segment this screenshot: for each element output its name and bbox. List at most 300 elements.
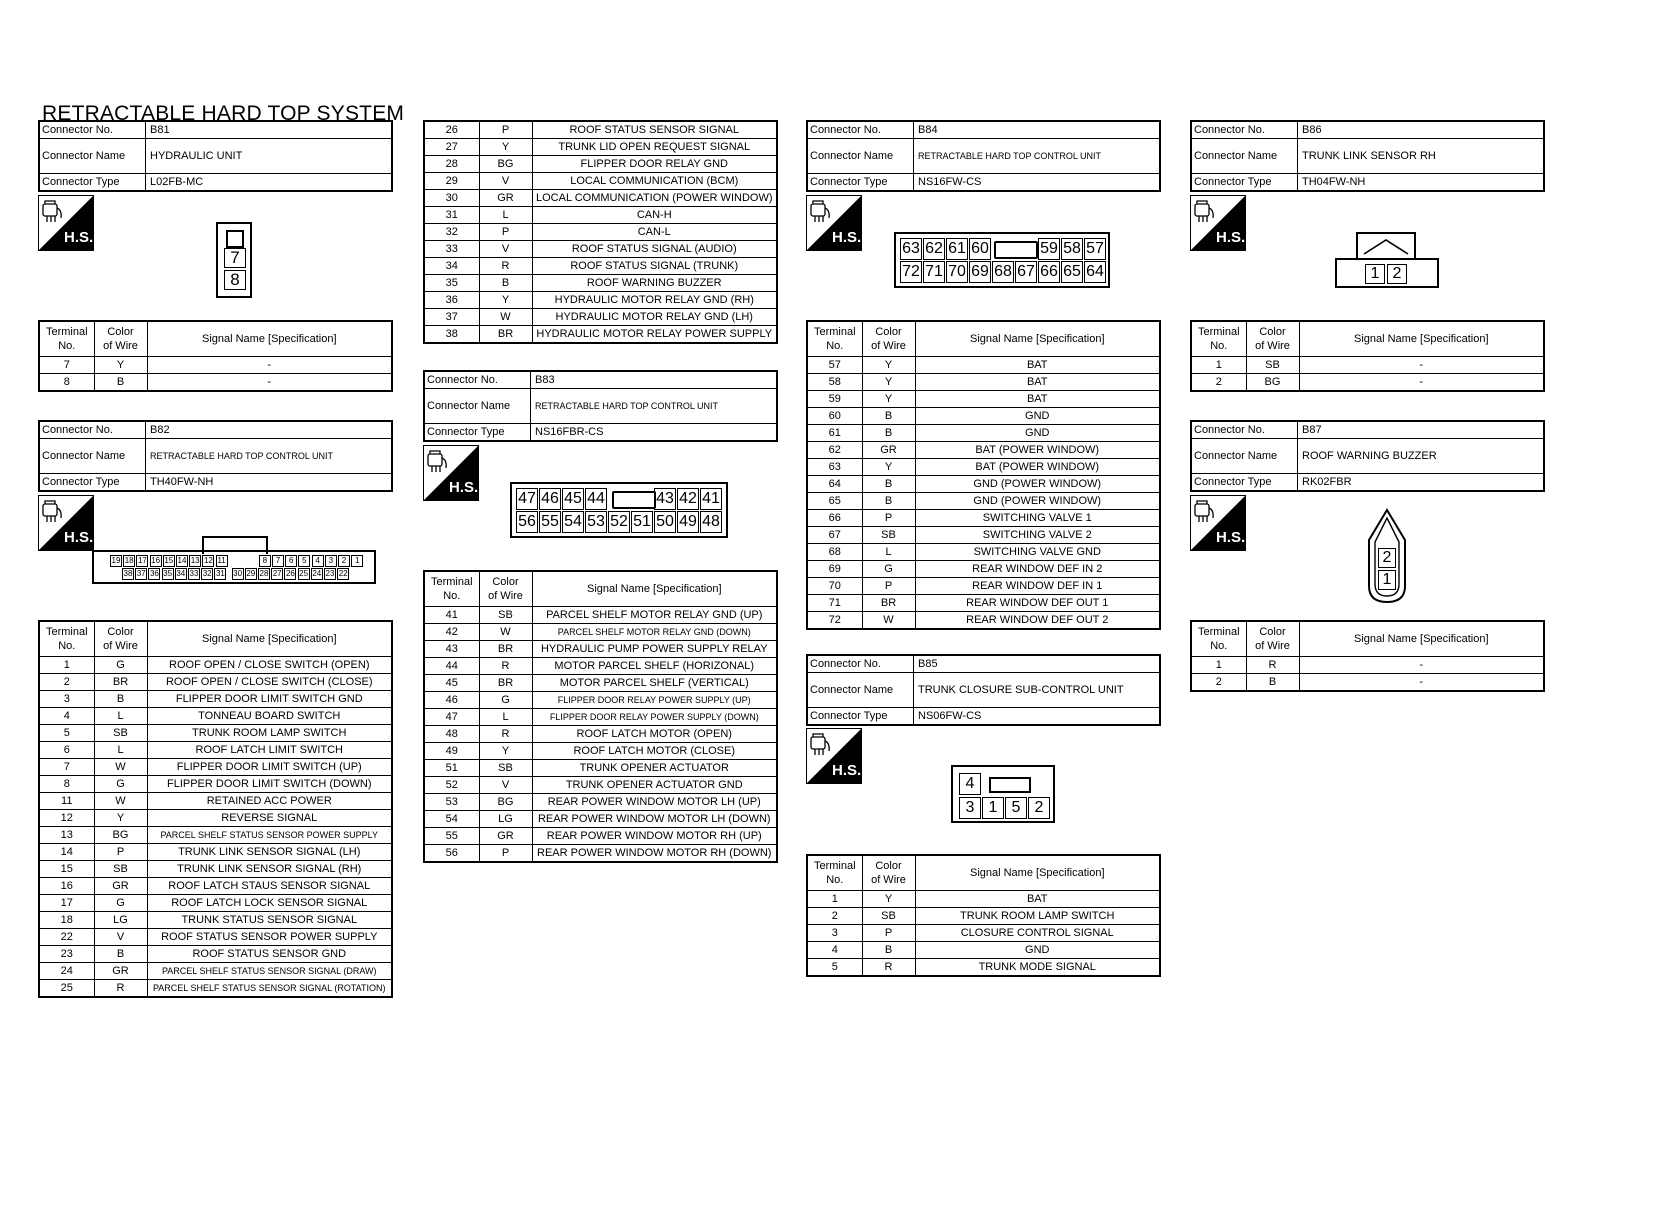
table-row — [807, 442, 1160, 459]
terminal-no: 35 — [424, 275, 479, 292]
wire-color: G — [94, 776, 147, 793]
color-header-line1: Color — [875, 326, 902, 338]
signal-name: ROOF STATUS SIGNAL (AUDIO) — [532, 241, 777, 258]
table-row — [424, 777, 777, 794]
wire-color: R — [862, 959, 915, 977]
connector-pin: 2 — [1387, 264, 1407, 284]
signal-name: ROOF OPEN / CLOSE SWITCH (CLOSE) — [147, 674, 392, 691]
wire-color-header — [94, 621, 147, 657]
table-row — [39, 374, 392, 392]
connector-pin: 30 — [233, 569, 243, 578]
connector-pin: 6 — [285, 555, 297, 567]
connector-name-label: Connector Name — [39, 139, 146, 174]
signal-name: FLIPPER DOOR LIMIT SWITCH (DOWN) — [147, 776, 392, 793]
table-row — [39, 929, 392, 946]
terminal-no: 4 — [807, 942, 862, 959]
table-row — [424, 811, 777, 828]
signal-name: TRUNK LINK SENSOR SIGNAL (LH) — [147, 844, 392, 861]
b85-connector-name: TRUNK CLOSURE SUB-CONTROL UNIT — [914, 673, 1161, 708]
terminal-no: 17 — [39, 895, 94, 912]
wire-color: GR — [862, 442, 915, 459]
terminal-no: 38 — [424, 326, 479, 344]
signal-name: FLIPPER DOOR RELAY POWER SUPPLY (UP) — [532, 692, 777, 709]
signal-name: GND — [915, 942, 1160, 959]
wire-color: BR — [479, 675, 532, 692]
wire-color: W — [862, 612, 915, 630]
b85-connector-no: B85 — [914, 655, 1161, 673]
signal-name: TRUNK ROOM LAMP SWITCH — [147, 725, 392, 742]
signal-name: BAT — [915, 374, 1160, 391]
signal-name: REAR WINDOW DEF OUT 2 — [915, 612, 1160, 630]
wire-color: R — [1246, 657, 1299, 674]
table-row — [1191, 674, 1544, 692]
b85-connector-info — [806, 654, 1161, 726]
table-row — [424, 658, 777, 675]
table-row — [1191, 374, 1544, 392]
wire-color: BG — [94, 827, 147, 844]
b87-connector-info — [1190, 420, 1545, 492]
wire-color: Y — [862, 374, 915, 391]
table-row — [424, 190, 777, 207]
connector-pin: 24 — [312, 569, 322, 578]
connector-pin: 12 — [203, 556, 213, 565]
terminal-no: 62 — [807, 442, 862, 459]
connector-pin: 32 — [202, 569, 212, 578]
table-row — [807, 925, 1160, 942]
color-header-line1: Color — [1259, 326, 1286, 338]
terminal-no: 5 — [39, 725, 94, 742]
wire-color: L — [94, 742, 147, 759]
color-header-line1: Color — [1259, 626, 1286, 638]
table-row — [807, 408, 1160, 425]
connector-pin: 7 — [272, 555, 284, 567]
wire-color: V — [479, 173, 532, 190]
table-row — [424, 156, 777, 173]
connector-name-label: Connector Name — [807, 139, 914, 174]
signal-name: REAR POWER WINDOW MOTOR LH (DOWN) — [532, 811, 777, 828]
table-row — [39, 895, 392, 912]
signal-name: - — [1299, 657, 1544, 674]
signal-name: FLIPPER DOOR LIMIT SWITCH (UP) — [147, 759, 392, 776]
signal-name: REAR WINDOW DEF IN 2 — [915, 561, 1160, 578]
b86-connector-info — [1190, 120, 1545, 192]
connector-name-label: Connector Name — [424, 389, 531, 424]
connector-type-label: Connector Type — [424, 424, 531, 442]
connector-pin: 69 — [969, 261, 991, 283]
terminal-no: 3 — [807, 925, 862, 942]
terminal-no: 51 — [424, 760, 479, 777]
terminal-no: 5 — [807, 959, 862, 977]
connector-pin: 1 — [982, 797, 1004, 819]
hs-label: H.S. — [64, 229, 94, 246]
table-row — [1191, 357, 1544, 374]
wire-color: BR — [862, 595, 915, 612]
connector-pin: 64 — [1084, 261, 1106, 283]
wire-color: Y — [94, 357, 147, 374]
terminal-no: 12 — [39, 810, 94, 827]
table-row — [807, 942, 1160, 959]
terminal-no: 14 — [39, 844, 94, 861]
connector-pin: 35 — [163, 569, 173, 578]
wire-color: Y — [862, 891, 915, 908]
connector-pin: 19 — [111, 556, 121, 565]
connector-pin: 46 — [539, 488, 561, 510]
wire-color: G — [862, 561, 915, 578]
connector-pin: 2 — [1378, 548, 1396, 568]
b82-connector-no: B82 — [146, 421, 393, 439]
lock-slot — [612, 491, 656, 509]
connector-pin: 43 — [654, 488, 676, 510]
table-row — [424, 607, 777, 624]
color-header-line2: of Wire — [1255, 640, 1290, 652]
signal-name: REVERSE SIGNAL — [147, 810, 392, 827]
connector-pin: 4 — [312, 555, 324, 567]
table-row — [807, 425, 1160, 442]
terminal-no: 56 — [424, 845, 479, 863]
b87-terminal-table — [1190, 620, 1545, 692]
table-row — [807, 578, 1160, 595]
wire-color: W — [94, 759, 147, 776]
wire-color: Y — [479, 139, 532, 156]
wire-color: B — [862, 408, 915, 425]
terminal-header-line2: No. — [1210, 640, 1228, 652]
table-row — [424, 224, 777, 241]
signal-name: HYDRAULIC MOTOR RELAY GND (RH) — [532, 292, 777, 309]
wire-color: B — [862, 476, 915, 493]
table-row — [424, 207, 777, 224]
wire-color: GR — [479, 828, 532, 845]
signal-name: TRUNK STATUS SENSOR SIGNAL — [147, 912, 392, 929]
table-row — [424, 258, 777, 275]
signal-name: ROOF LATCH LOCK SENSOR SIGNAL — [147, 895, 392, 912]
signal-name: FLIPPER DOOR RELAY POWER SUPPLY (DOWN) — [532, 709, 777, 726]
page-title: RETRACTABLE HARD TOP SYSTEM — [42, 102, 405, 125]
terminal-no: 63 — [807, 459, 862, 476]
terminal-no: 52 — [424, 777, 479, 794]
table-row — [807, 612, 1160, 630]
wire-color: SB — [94, 861, 147, 878]
b86-connector-face — [1335, 258, 1439, 288]
connector-pin: 5 — [298, 555, 310, 567]
terminal-no: 32 — [424, 224, 479, 241]
signal-name: PARCEL SHELF STATUS SENSOR SIGNAL (ROTATION) — [147, 980, 392, 998]
color-header-line1: Color — [875, 860, 902, 872]
connector-pin: 42 — [677, 488, 699, 510]
b83-terminal-table — [423, 570, 778, 863]
connector-pin: 70 — [946, 261, 968, 283]
terminal-no: 69 — [807, 561, 862, 578]
table-row — [39, 963, 392, 980]
signal-name: REAR POWER WINDOW MOTOR LH (UP) — [532, 794, 777, 811]
table-row — [424, 726, 777, 743]
signal-name: - — [147, 374, 392, 392]
terminal-no: 49 — [424, 743, 479, 760]
terminal-no: 2 — [1191, 674, 1246, 692]
b83-connector-no: B83 — [531, 371, 778, 389]
wire-color: P — [862, 578, 915, 595]
connector-pin: 17 — [137, 556, 147, 565]
connector-no-label: Connector No. — [1191, 421, 1298, 439]
terminal-no: 16 — [39, 878, 94, 895]
terminal-no: 24 — [39, 963, 94, 980]
wire-color: BG — [479, 794, 532, 811]
wire-color: L — [862, 544, 915, 561]
connector-pin: 28 — [259, 569, 269, 578]
table-row — [424, 641, 777, 658]
connector-pin: 1 — [1378, 570, 1396, 590]
terminal-no: 29 — [424, 173, 479, 190]
terminal-no: 1 — [1191, 657, 1246, 674]
connector-pin: 59 — [1038, 238, 1060, 260]
signal-name: ROOF LATCH MOTOR (OPEN) — [532, 726, 777, 743]
terminal-no: 31 — [424, 207, 479, 224]
table-row — [807, 908, 1160, 925]
b81-connector-name: HYDRAULIC UNIT — [146, 139, 393, 174]
b87-connector-no: B87 — [1298, 421, 1545, 439]
signal-name: LOCAL COMMUNICATION (BCM) — [532, 173, 777, 190]
signal-name: ROOF STATUS SENSOR GND — [147, 946, 392, 963]
connector-pin: 38 — [123, 569, 133, 578]
terminal-no: 42 — [424, 624, 479, 641]
connector-pin: 27 — [272, 569, 282, 578]
table-row — [39, 980, 392, 998]
terminal-no-header — [807, 855, 862, 891]
table-row — [39, 657, 392, 674]
wire-color: SB — [862, 527, 915, 544]
signal-name: HYDRAULIC PUMP POWER SUPPLY RELAY — [532, 641, 777, 658]
connector-pin: 15 — [164, 556, 174, 565]
signal-name: SWITCHING VALVE 1 — [915, 510, 1160, 527]
b86-connector-name: TRUNK LINK SENSOR RH — [1298, 139, 1545, 174]
terminal-header-line1: Terminal — [45, 626, 88, 638]
connector-pin: 49 — [677, 511, 699, 533]
signal-name: SWITCHING VALVE 2 — [915, 527, 1160, 544]
table-row — [39, 708, 392, 725]
signal-name: TRUNK OPENER ACTUATOR GND — [532, 777, 777, 794]
table-row — [807, 561, 1160, 578]
connector-pin: 47 — [516, 488, 538, 510]
wire-color: B — [94, 691, 147, 708]
hs-label: H.S. — [449, 479, 479, 496]
b81-connector-info — [38, 120, 393, 192]
b83-connector-name: RETRACTABLE HARD TOP CONTROL UNIT — [531, 389, 778, 424]
wire-color-header — [862, 855, 915, 891]
b84-connector-no: B84 — [914, 121, 1161, 139]
table-row — [424, 241, 777, 258]
wire-color: R — [479, 658, 532, 675]
wire-color: Y — [94, 810, 147, 827]
terminal-no: 34 — [424, 258, 479, 275]
wire-color: Y — [862, 391, 915, 408]
b81-terminal-table — [38, 320, 393, 392]
connector-name-label: Connector Name — [1191, 139, 1298, 174]
wire-color: GR — [94, 963, 147, 980]
b83-connector-info — [423, 370, 778, 442]
signal-name: TONNEAU BOARD SWITCH — [147, 708, 392, 725]
terminal-no: 68 — [807, 544, 862, 561]
terminal-no: 11 — [39, 793, 94, 810]
connector-type-label: Connector Type — [39, 174, 146, 192]
signal-name-header: Signal Name [Specification] — [532, 571, 777, 607]
wire-color: BG — [1246, 374, 1299, 392]
table-row — [424, 675, 777, 692]
terminal-no: 60 — [807, 408, 862, 425]
wire-color: G — [94, 895, 147, 912]
terminal-no: 67 — [807, 527, 862, 544]
color-header-line2: of Wire — [488, 590, 523, 602]
wire-color: GR — [94, 878, 147, 895]
connector-type-label: Connector Type — [39, 474, 146, 492]
table-row — [424, 845, 777, 863]
table-row — [424, 121, 777, 139]
connector-pin: 8 — [259, 555, 271, 567]
signal-name: PARCEL SHELF STATUS SENSOR POWER SUPPLY — [147, 827, 392, 844]
wire-color: B — [94, 946, 147, 963]
table-row — [39, 810, 392, 827]
b85-terminal-table — [806, 854, 1161, 977]
table-row — [807, 527, 1160, 544]
wire-color: G — [479, 692, 532, 709]
connector-pin: 33 — [189, 569, 199, 578]
terminal-no: 37 — [424, 309, 479, 326]
wire-color-header — [862, 321, 915, 357]
signal-name: REAR POWER WINDOW MOTOR RH (DOWN) — [532, 845, 777, 863]
key-chevron-icon — [1356, 236, 1416, 256]
wire-color-header — [1246, 621, 1299, 657]
connector-pin: 63 — [900, 238, 922, 260]
table-row — [424, 828, 777, 845]
lock-tab — [226, 230, 244, 248]
terminal-no: 48 — [424, 726, 479, 743]
connector-pin: 55 — [539, 511, 561, 533]
b85-connector-face — [951, 765, 1055, 823]
connector-pin: 14 — [177, 556, 187, 565]
wire-color: LG — [479, 811, 532, 828]
b84-connector-face — [894, 232, 1110, 288]
b84-connector-type: NS16FW-CS — [914, 174, 1161, 192]
terminal-no: 22 — [39, 929, 94, 946]
connector-pin: 5 — [1005, 797, 1027, 819]
table-row — [424, 309, 777, 326]
signal-name: ROOF WARNING BUZZER — [532, 275, 777, 292]
wire-color: SB — [862, 908, 915, 925]
terminal-no: 18 — [39, 912, 94, 929]
terminal-no-header — [1191, 321, 1246, 357]
wire-color: BR — [94, 674, 147, 691]
wire-color: L — [479, 709, 532, 726]
terminal-no: 46 — [424, 692, 479, 709]
connector-no-label: Connector No. — [424, 371, 531, 389]
table-row — [807, 510, 1160, 527]
table-row — [39, 674, 392, 691]
terminal-no: 4 — [39, 708, 94, 725]
connector-pin: 66 — [1038, 261, 1060, 283]
wire-color: Y — [862, 357, 915, 374]
table-row — [424, 743, 777, 760]
wire-color: R — [94, 980, 147, 998]
table-row — [39, 725, 392, 742]
signal-name: ROOF STATUS SIGNAL (TRUNK) — [532, 258, 777, 275]
signal-name: REAR POWER WINDOW MOTOR RH (UP) — [532, 828, 777, 845]
hs-label: H.S. — [64, 529, 94, 546]
b86-terminal-table — [1190, 320, 1545, 392]
terminal-no-header — [424, 571, 479, 607]
table-row — [424, 275, 777, 292]
terminal-no: 61 — [807, 425, 862, 442]
connector-type-label: Connector Type — [807, 174, 914, 192]
signal-name: CLOSURE CONTROL SIGNAL — [915, 925, 1160, 942]
table-row — [807, 459, 1160, 476]
table-row — [39, 742, 392, 759]
terminal-no: 70 — [807, 578, 862, 595]
connector-no-label: Connector No. — [807, 121, 914, 139]
connector-pin: 41 — [700, 488, 722, 510]
connector-pin: 45 — [562, 488, 584, 510]
terminal-no: 43 — [424, 641, 479, 658]
terminal-no: 23 — [39, 946, 94, 963]
wire-color: P — [479, 121, 532, 139]
terminal-no: 26 — [424, 121, 479, 139]
signal-name: TRUNK ROOM LAMP SWITCH — [915, 908, 1160, 925]
signal-name: CAN-H — [532, 207, 777, 224]
wire-color: V — [479, 241, 532, 258]
terminal-no: 28 — [424, 156, 479, 173]
connector-pin: 18 — [124, 556, 134, 565]
connector-pin: 31 — [215, 569, 225, 578]
terminal-header-line1: Terminal — [813, 860, 856, 872]
terminal-no: 30 — [424, 190, 479, 207]
color-header-line2: of Wire — [103, 340, 138, 352]
wire-color: G — [94, 657, 147, 674]
b84-connector-info — [806, 120, 1161, 192]
terminal-no: 57 — [807, 357, 862, 374]
table-row — [1191, 657, 1544, 674]
connector-no-label: Connector No. — [39, 421, 146, 439]
table-row — [424, 292, 777, 309]
table-row — [807, 959, 1160, 977]
wire-color: SB — [94, 725, 147, 742]
table-row — [39, 878, 392, 895]
table-row — [424, 709, 777, 726]
table-row — [807, 357, 1160, 374]
wire-color: B — [862, 942, 915, 959]
connector-pin: 65 — [1061, 261, 1083, 283]
signal-name: - — [1299, 374, 1544, 392]
table-row — [424, 794, 777, 811]
b82-connector-info — [38, 420, 393, 492]
wire-color: V — [94, 929, 147, 946]
color-header-line2: of Wire — [871, 340, 906, 352]
signal-name-header: Signal Name [Specification] — [147, 621, 392, 657]
signal-name: - — [147, 357, 392, 374]
wire-color: B — [1246, 674, 1299, 692]
signal-name: GND — [915, 408, 1160, 425]
connector-type-label: Connector Type — [807, 708, 914, 726]
connector-pin: 58 — [1061, 238, 1083, 260]
signal-name-header: Signal Name [Specification] — [1299, 621, 1544, 657]
hs-label: H.S. — [1216, 529, 1246, 546]
hs-label: H.S. — [832, 762, 862, 779]
wire-color: P — [479, 845, 532, 863]
signal-name: TRUNK OPENER ACTUATOR — [532, 760, 777, 777]
table-row — [39, 691, 392, 708]
connector-no-label: Connector No. — [39, 121, 146, 139]
connector-pin: 61 — [946, 238, 968, 260]
signal-name: CAN-L — [532, 224, 777, 241]
connector-pin: 3 — [959, 797, 981, 819]
signal-name: ROOF OPEN / CLOSE SWITCH (OPEN) — [147, 657, 392, 674]
connector-pin: 72 — [900, 261, 922, 283]
